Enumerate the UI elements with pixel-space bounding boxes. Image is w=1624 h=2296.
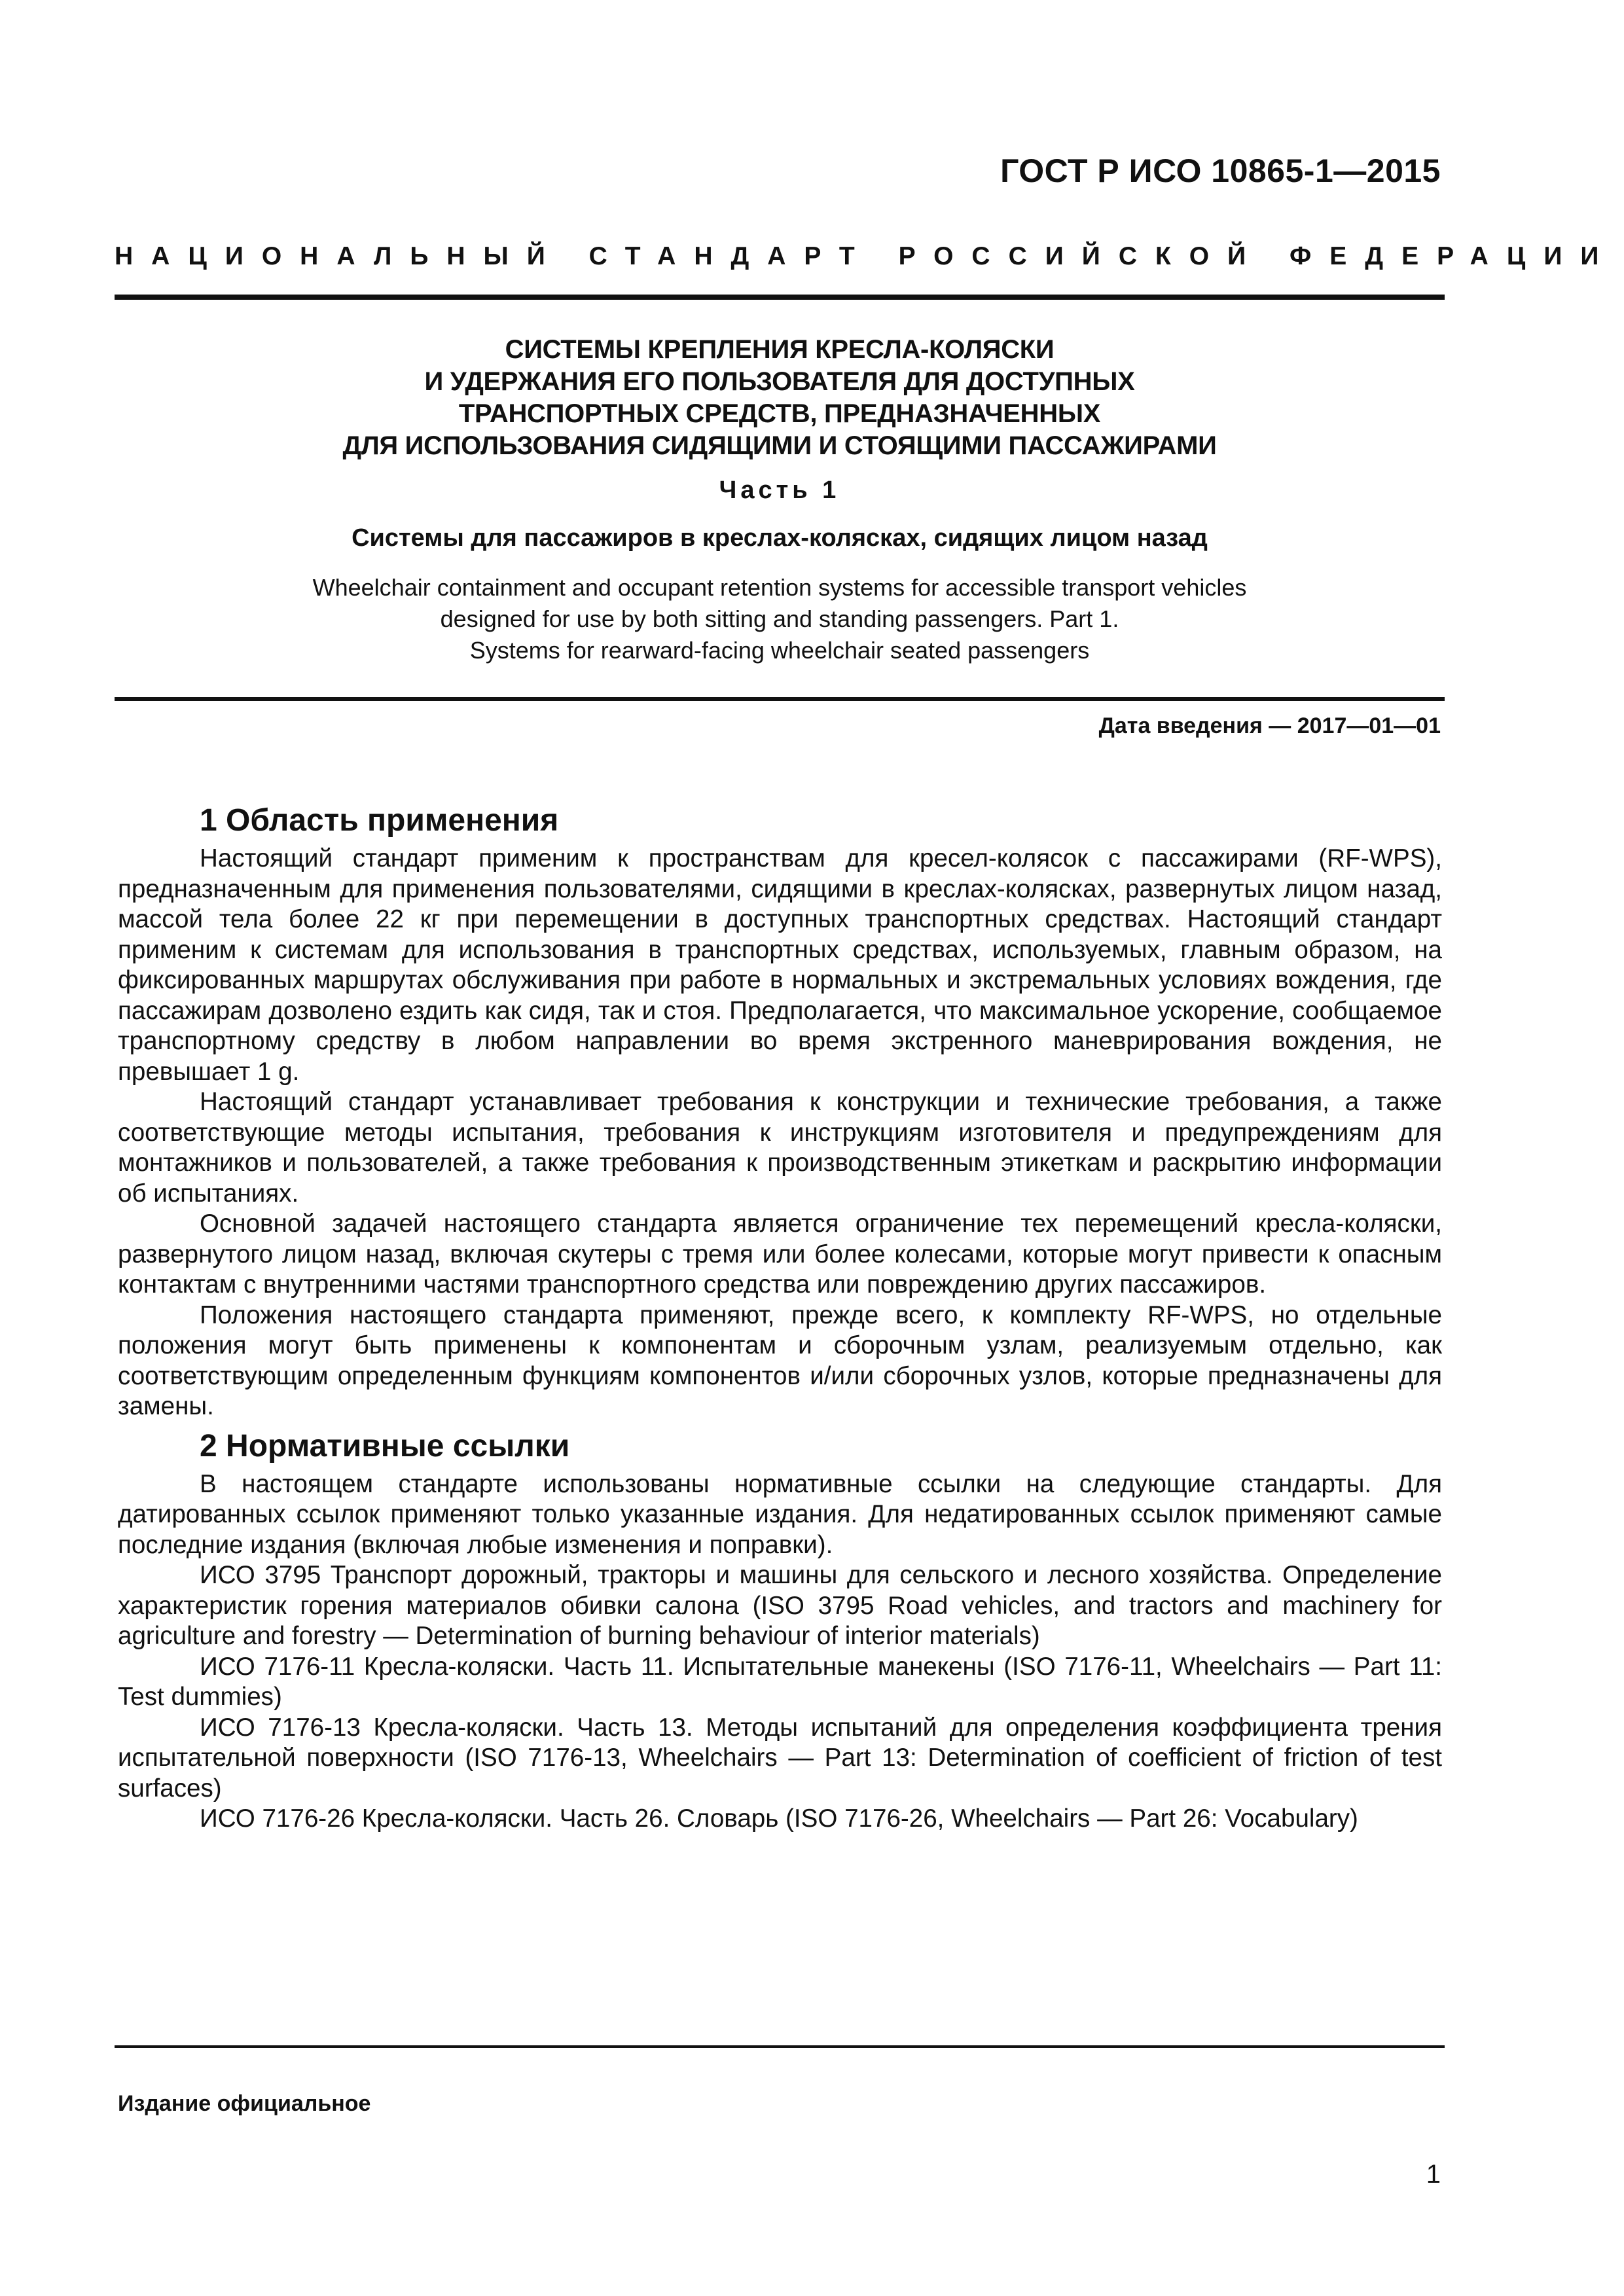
footer-divider — [115, 2045, 1445, 2048]
document-body — [118, 802, 1442, 1835]
russian-title-line: ДЛЯ ИСПОЛЬЗОВАНИЯ СИДЯЩИМИ И СТОЯЩИМИ ПАССАЖИРАМИ — [342, 431, 1217, 460]
russian-title-line: ТРАНСПОРТНЫХ СРЕДСТВ, ПРЕДНАЗНАЧЕННЫХ — [458, 399, 1101, 428]
top-divider — [115, 295, 1445, 300]
reference-item: ИСО 3795 Транспорт дорожный, тракторы и машины для сельского и лесного хозяйства. Определение характеристик горения материалов обивки салона (ISO 3795 Road vehicles, and tractors and machinery for agriculture and forestry — Determination of burning behaviour of interior materials) — [118, 1561, 1442, 1650]
english-title — [115, 572, 1445, 666]
introduction-date: Дата введения — 2017—01—01 — [1098, 713, 1441, 738]
section-heading-scope: 1 Область применения — [200, 803, 559, 838]
part-title: Системы для пассажиров в креслах-колясках, сидящих лицом назад — [352, 524, 1208, 552]
official-edition-label: Издание официальное — [118, 2091, 371, 2116]
reference-item: ИСО 7176-13 Кресла-коляски. Часть 13. Методы испытаний для определения коэффициента трения испытательной поверхности (ISO 7176-13, Wheelchairs — Part 13: Determination of coefficient of friction of test surfaces) — [118, 1713, 1442, 1803]
part-label: Часть 1 — [719, 476, 840, 504]
english-title-line: Wheelchair containment and occupant retention systems for accessible transport vehicles — [312, 574, 1247, 601]
title-block — [115, 334, 1445, 666]
national-standard-header: НАЦИОНАЛЬНЫЙ СТАНДАРТ РОССИЙСКОЙ ФЕДЕРАЦИИ — [115, 242, 1617, 270]
scope-paragraph: Настоящий стандарт устанавливает требования к конструкции и технические требования, а также соответствующие методы испытания, требования к инструкциям изготовителя и предупреждениям для монтажников и пользователей, а также требования к производственным этикеткам и раскрытию информации об испытаниях. — [118, 1088, 1442, 1208]
document-code: ГОСТ Р ИСО 10865-1—2015 — [1000, 152, 1441, 189]
scope-paragraph: Настоящий стандарт применим к пространствам для кресел-колясок с пассажирами (RF-WPS), предназначенным для применения пользователями, сидящими в креслах-колясках, развернутых лицом назад, массой тела более 22 кг при перемещении в доступных транспортных средствах. Настоящий стандарт применим к системам для использования в транспортных средствах, используемых, главным образом, на фиксированных маршрутах обслуживания при работе в нормальных и экстремальных условиях вождения, где пассажирам дозволено ездить как сидя, так и стоя. Предполагается, что максимальное ускорение, сообщаемое транспортному средству в любом направлении во время экстренного маневрирования вождения, не превышает 1 g. — [118, 844, 1442, 1086]
english-title-line: Systems for rearward-facing wheelchair seated passengers — [469, 637, 1090, 664]
page-number: 1 — [1426, 2160, 1441, 2189]
reference-item: ИСО 7176-11 Кресла-коляски. Часть 11. Испытательные манекены (ISO 7176-11, Wheelchairs — Part 11: Test dummies) — [118, 1652, 1442, 1711]
english-title-line: designed for use by both sitting and standing passengers. Part 1. — [440, 605, 1119, 632]
references-paragraph: В настоящем стандарте использованы нормативные ссылки на следующие стандарты. Для датированных ссылок применяют только указанные издания. Для недатированных ссылок применяют самые последние издания (включая любые изменения и поправки). — [118, 1469, 1442, 1559]
section-heading-normative-references: 2 Нормативные ссылки — [200, 1428, 570, 1463]
reference-item: ИСО 7176-26 Кресла-коляски. Часть 26. Словарь (ISO 7176-26, Wheelchairs — Part 26: Vocabulary) — [200, 1804, 1358, 1833]
russian-title-line: СИСТЕМЫ КРЕПЛЕНИЯ КРЕСЛА-КОЛЯСКИ — [505, 335, 1055, 364]
title-divider — [115, 697, 1445, 701]
scope-paragraph: Положения настоящего стандарта применяют, прежде всего, к комплекту RF-WPS, но отдельные положения могут быть применены к компонентам и сборочным узлам, реализуемым отдельно, как соответствующим определенным функциям компонентов и/или сборочных узлов, которые предназначены для замены. — [118, 1300, 1442, 1420]
russian-title — [115, 334, 1445, 462]
scope-paragraph: Основной задачей настоящего стандарта является ограничение тех перемещений кресла-коляски, развернутого лицом назад, включая скутеры с тремя или более колесами, которые могут привести к опасным контактам с внутренними частями транспортного средства или повреждению других пассажиров. — [118, 1210, 1442, 1299]
russian-title-line: И УДЕРЖАНИЯ ЕГО ПОЛЬЗОВАТЕЛЯ ДЛЯ ДОСТУПНЫХ — [424, 367, 1135, 396]
